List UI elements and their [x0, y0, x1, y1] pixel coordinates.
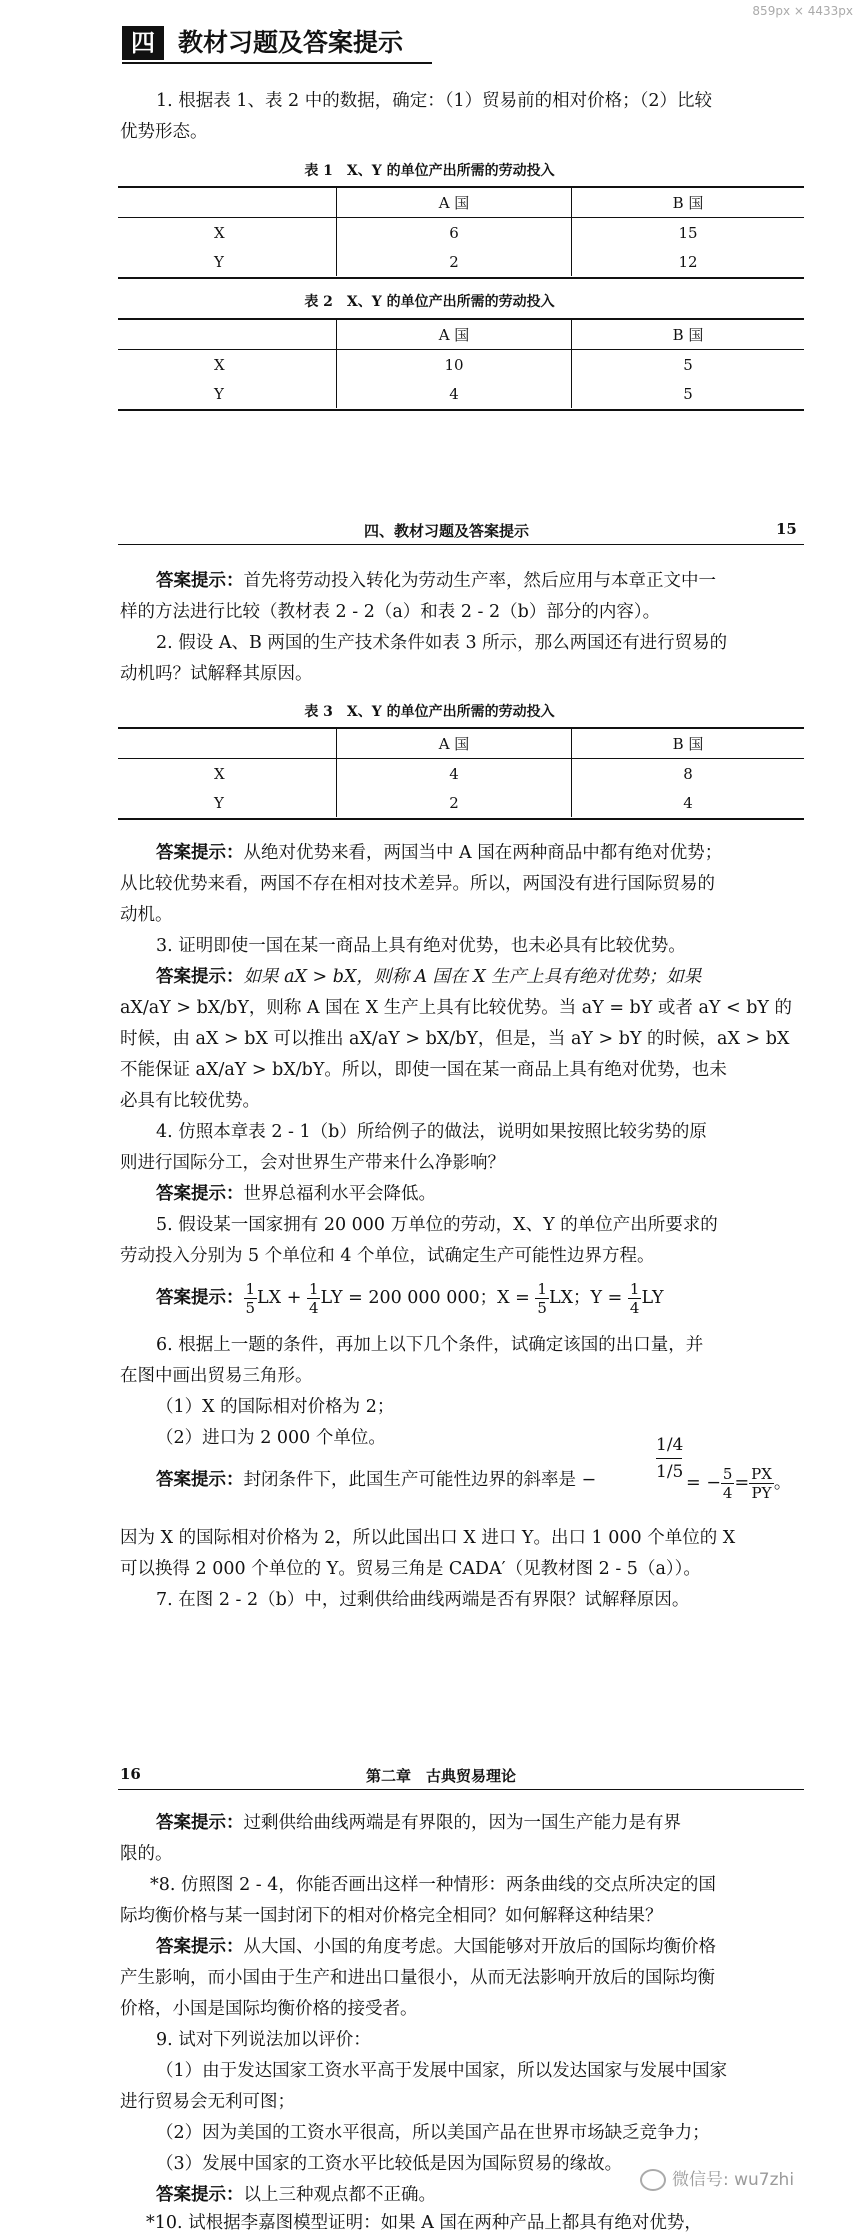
table3-row-y-b: 4 [572, 788, 805, 817]
frac-den: 4 [308, 1299, 319, 1317]
q5-line2: 劳动投入分别为 5 个单位和 4 个单位，试确定生产可能性边界方程。 [120, 1246, 655, 1266]
table1-row-y-label: Y [214, 252, 224, 271]
image-size-label: 859px × 4433px [752, 4, 853, 18]
answer2-line3: 动机。 [120, 905, 173, 925]
table2-header-b: B 国 [572, 320, 805, 350]
slope-rest [686, 1465, 791, 1502]
answer-label: 答案提示： [156, 1937, 244, 1957]
q3-line: 3. 证明即使一国在某一商品上具有绝对优势，也未必具有比较优势。 [156, 936, 686, 956]
answer6-line3: 可以换得 2 000 个单位的 Y。贸易三角是 CADA′（见教材图 2 - 5（a））。 [120, 1559, 701, 1579]
eq-term: LY [641, 1288, 664, 1308]
eq-term: LX + [257, 1288, 302, 1308]
q6-cond1: （1）X 的国际相对价格为 2； [156, 1397, 395, 1417]
watermark-text: 微信号: wu7zhi [672, 2170, 795, 2190]
answer7-line2: 限的。 [120, 1844, 173, 1864]
answer-label: 答案提示： [156, 967, 244, 987]
fraction [721, 1465, 735, 1502]
table2-row-x-b: 5 [572, 350, 805, 380]
q10-line: *10. 试根据李嘉图模型证明：如果 A 国在两种产品上都具有绝对优势， [146, 2213, 702, 2233]
table3-row-x-a: 4 [337, 759, 572, 789]
q9-item1: （1）由于发达国家工资水平高于发展中国家，所以发达国家与发展中国家 [156, 2061, 728, 2081]
answer6-line1 [156, 1465, 596, 1495]
table3-header-a: A 国 [337, 729, 572, 759]
answer2-line2: 从比较优势来看，两国不存在相对技术差异。所以，两国没有进行国际贸易的 [120, 874, 715, 894]
answer7-text: 过剩供给曲线两端是有界限的，因为一国生产能力是有界 [243, 1813, 681, 1833]
q8-line1: *8. 仿照图 2 - 4，你能否画出这样一种情形：两条曲线的交点所决定的国 [150, 1875, 716, 1895]
answer-label: 答案提示： [156, 1288, 244, 1308]
eq-term: = [734, 1473, 750, 1493]
table-row [118, 788, 804, 817]
table1-row-y-b: 12 [572, 247, 805, 276]
table1-caption: 表 1 X、Y 的单位产出所需的劳动投入 [304, 163, 555, 179]
frac-den: PY [751, 1484, 772, 1502]
answer1-line2: 样的方法进行比较（教材表 2 - 2（a）和表 2 - 2（b）部分的内容）。 [120, 602, 661, 622]
frac-den: 5 [537, 1299, 547, 1317]
answer8-text: 从大国、小国的角度考虑。大国能够对开放后的国际均衡价格 [243, 1937, 716, 1957]
answer1-line1 [156, 566, 716, 596]
q6-cond2: （2）进口为 2 000 个单位。 [156, 1428, 386, 1448]
answer9-text: 以上三种观点都不正确。 [243, 2185, 436, 2205]
table3-row-y-a: 2 [337, 788, 572, 817]
frac-den: 5 [245, 1299, 256, 1317]
table1-row-x-label: X [214, 223, 225, 242]
q1-line2: 优势形态。 [120, 122, 208, 142]
table2-row-y-b: 5 [572, 379, 805, 408]
frac-num: 1 [308, 1280, 319, 1298]
table2-header-blank [118, 320, 337, 350]
table1-header-b: B 国 [572, 188, 805, 218]
page16-header-rule [118, 1789, 804, 1790]
eq-term: LX；Y = [548, 1288, 623, 1308]
table1-row-y-a: 2 [337, 247, 572, 276]
table3-caption: 表 3 X、Y 的单位产出所需的劳动投入 [304, 704, 555, 720]
eq-term: 。 [773, 1473, 792, 1493]
fraction [535, 1280, 549, 1317]
frac-den: 1/5 [656, 1462, 684, 1482]
answer8-line1 [156, 1932, 716, 1962]
table2-header-a: A 国 [337, 320, 572, 350]
table3-row-y-label: Y [214, 793, 224, 812]
q6-line1: 6. 根据上一题的条件，再加上以下几个条件，试确定该国的出口量，并 [156, 1335, 704, 1355]
table-row [118, 247, 804, 276]
page-block-1 [0, 0, 859, 324]
answer8-line2: 产生影响，而小国由于生产和进出口量很小，从而无法影响开放后的国际均衡 [120, 1968, 715, 1988]
table2-row-y-label: Y [214, 384, 224, 403]
wechat-icon [640, 2169, 666, 2191]
q8-line2: 际均衡价格与某一国封闭下的相对价格完全相同？如何解释这种结果？ [120, 1906, 663, 1926]
q9-item2: （2）因为美国的工资水平很高，所以美国产品在世界市场缺乏竞争力； [156, 2123, 710, 2143]
section-title: 教材习题及答案提示 [178, 28, 404, 57]
answer3-text: 如果 aX > bX，则称 A 国在 X 生产上具有绝对优势；如果 [243, 967, 702, 987]
answer7-line1 [156, 1808, 681, 1838]
table3-header-b: B 国 [572, 729, 805, 759]
q2-line1: 2. 假设 A、B 两国的生产技术条件如表 3 所示，那么两国还有进行贸易的 [156, 633, 728, 653]
page15-header-rule [118, 544, 804, 545]
page16-running-title: 第二章 古典贸易理论 [366, 1767, 517, 1785]
table-row [118, 350, 804, 380]
table-row [118, 379, 804, 408]
q7-line: 7. 在图 2 - 2（b）中，过剩供给曲线两端是否有界限？试解释原因。 [156, 1590, 690, 1610]
answer5-equation [156, 1270, 664, 1326]
table1-header-blank [118, 188, 337, 218]
table-row [118, 759, 804, 789]
table1-bottom-rule [118, 277, 804, 279]
q9-line: 9. 试对下列说法加以评价： [156, 2030, 371, 2050]
answer4-text: 世界总福利水平会降低。 [243, 1184, 436, 1204]
table2-row-x-label: X [214, 355, 225, 374]
q2-line2: 动机吗？试解释其原因。 [120, 664, 313, 684]
table1 [118, 188, 804, 276]
frac-den: 4 [722, 1484, 733, 1502]
table-row [118, 218, 804, 248]
fraction [628, 1280, 642, 1317]
q1-line1: 1. 根据表 1、表 2 中的数据，确定：（1）贸易前的相对价格；（2）比较 [156, 91, 712, 111]
answer-label: 答案提示： [156, 571, 244, 591]
section-heading [122, 26, 432, 60]
frac-den: 4 [629, 1299, 640, 1317]
table2-bottom-rule [118, 409, 804, 411]
answer3-line3: 时候，由 aX > bX 可以推出 aX/aY > bX/bY，但是，当 aY > bY 的时候，aX > bX [120, 1029, 790, 1049]
frac-num: 1/4 [656, 1432, 682, 1459]
q6-line2: 在图中画出贸易三角形。 [120, 1366, 313, 1386]
table1-row-x-b: 15 [572, 218, 805, 248]
table3-header-blank [118, 729, 337, 759]
answer-label: 答案提示： [156, 1813, 244, 1833]
frac-num: 1 [245, 1280, 256, 1298]
q9-item1-line2: 进行贸易会无利可图； [120, 2092, 295, 2112]
q9-item3: （3）发展中国家的工资水平比较低是因为国际贸易的缘故。 [156, 2154, 623, 2174]
section-number-box: 四 [122, 26, 164, 60]
answer8-line3: 价格，小国是国际均衡价格的接受者。 [120, 1999, 418, 2019]
table3-bottom-rule [118, 818, 804, 820]
table2-header-row [118, 320, 804, 350]
page16-number: 16 [120, 1765, 141, 1783]
answer3-line2: aX/aY > bX/bY，则称 A 国在 X 生产上具有比较优势。当 aY = bY 或者 aY < bY 的 [120, 998, 793, 1018]
q4-line2: 则进行国际分工，会对世界生产带来什么净影响？ [120, 1153, 505, 1173]
answer6-text: 封闭条件下，此国生产可能性边界的斜率是 − [243, 1470, 597, 1490]
table1-header-a: A 国 [337, 188, 572, 218]
answer3-line5: 必具有比较优势。 [120, 1091, 260, 1111]
table3 [118, 729, 804, 817]
frac-num: 5 [722, 1465, 733, 1483]
answer-label: 答案提示： [156, 2185, 244, 2205]
wechat-watermark [640, 2168, 794, 2192]
table2-caption: 表 2 X、Y 的单位产出所需的劳动投入 [304, 294, 555, 310]
answer-label: 答案提示： [156, 1184, 244, 1204]
page15-running-title: 四、教材习题及答案提示 [364, 522, 530, 540]
answer4-line [156, 1179, 436, 1209]
answer9-line [156, 2180, 436, 2210]
answer6-line2: 因为 X 的国际相对价格为 2，所以此国出口 X 进口 Y。出口 1 000 个单位的 X [120, 1528, 736, 1548]
section-underline [122, 62, 432, 64]
answer1-text: 首先将劳动投入转化为劳动生产率，然后应用与本章正文中一 [243, 571, 716, 591]
fraction [749, 1465, 774, 1502]
fraction [307, 1280, 321, 1317]
answer3-line1 [156, 962, 701, 992]
slope-compound-fraction [656, 1432, 682, 1485]
table1-header-row [118, 188, 804, 218]
frac-num: 1 [629, 1280, 640, 1298]
q5-line1: 5. 假设某一国家拥有 20 000 万单位的劳动，X、Y 的单位产出所要求的 [156, 1215, 718, 1235]
eq-term: LY = 200 000 000；X = [320, 1288, 530, 1308]
fraction [244, 1280, 258, 1317]
table3-row-x-label: X [214, 764, 225, 783]
page15-number: 15 [776, 520, 797, 538]
answer2-text: 从绝对优势来看，两国当中 A 国在两种商品中都有绝对优势； [243, 843, 723, 863]
answer-label: 答案提示： [156, 843, 244, 863]
table2 [118, 320, 804, 408]
table3-row-x-b: 8 [572, 759, 805, 789]
eq-term: = − [686, 1473, 721, 1493]
answer-label: 答案提示： [156, 1470, 244, 1490]
table3-header-row [118, 729, 804, 759]
table2-row-y-a: 4 [337, 379, 572, 408]
table1-row-x-a: 6 [337, 218, 572, 248]
frac-num: PX [751, 1465, 772, 1483]
answer3-line4: 不能保证 aX/aY > bX/bY。所以，即使一国在某一商品上具有绝对优势，也未 [120, 1060, 727, 1080]
q4-line1: 4. 仿照本章表 2 - 1（b）所给例子的做法，说明如果按照比较劣势的原 [156, 1122, 707, 1142]
table2-row-x-a: 10 [337, 350, 572, 380]
frac-num: 1 [537, 1280, 547, 1298]
answer2-line1 [156, 838, 722, 868]
